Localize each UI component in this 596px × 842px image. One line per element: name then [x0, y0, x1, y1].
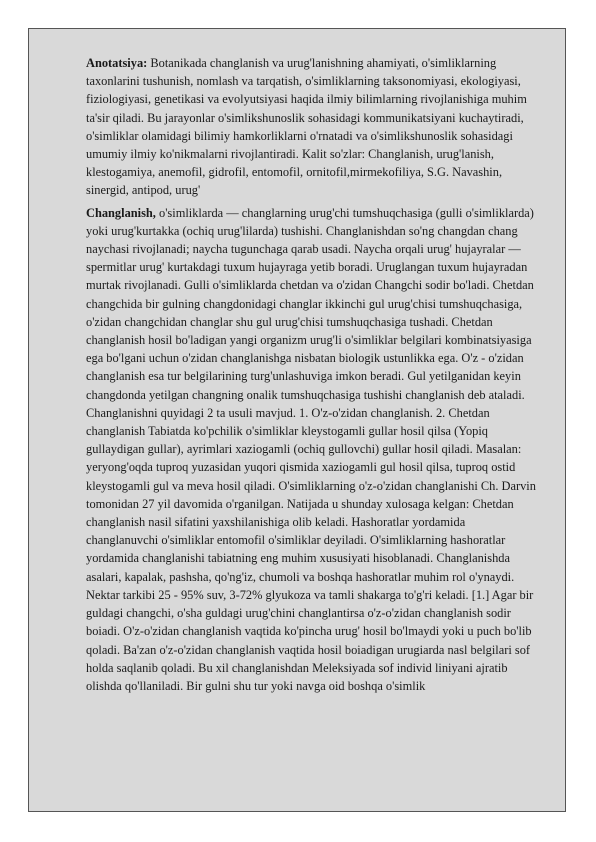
main-paragraph [86, 204, 536, 695]
abstract-lead: Anotatsiya: [86, 56, 148, 70]
document-page [28, 28, 566, 812]
document-body [86, 54, 536, 699]
abstract-text: Botanikada changlanish va urug'lanishning ahamiyati, o'simliklarning taxonlarini tushunish, nomlash va tarqatish, o'simliklarning taksonomiyasi, ekologiyasi, fiziologiyasi, genetikasi va evolyutsiyasi haqida ilmiy bilimlarning rivojlanishiga muhim ta'sir qiladi. Bu jarayonlar o'simlikshunoslik sohasidagi kommunikatsiyani kuchaytiradi, o'simliklar olamidagi bilimiy hamkorliklarni o'rnatadi va o'simlikshunoslik sohasidagi umumiy ilmiy ko'nikmalarni rivojlantiradi. Kalit so'zlar: Changlanish, urug'lanish, klestogamiya, anemofil, gidrofil, entomofil, ornitofil,mirmekofiliya, S.G. Navashin, sinergid, antipod, urug' [86, 56, 527, 198]
main-lead: Changlanish, [86, 205, 156, 220]
abstract-paragraph [86, 54, 536, 200]
main-text: o'simliklarda — changlarning urug'chi tumshuqchasiga (gulli o'simliklarda) yoki urug'kurtakka (ochiq urug'lilarda) tushishi. Changlanishdan so'ng changdan chang naychasi rivojlanadi; naycha tuguncha​ga qarab usadi. Naycha orqali urug' hujayralar — spermitlar urug' kurtakdagi tuxum hujayraga yetib boradi. Uruglangan tuxum hujayradan murtak rivojlanadi. Gulli o'simliklarda chetdan va o'zidan Changchi sodir bo'ladi. Chetdan changchida bir gulning changdonidagi changlar ikkinchi gul urug'chisi tumshuqchasiga, o'zidan changchidan changlar shu gul urug'chisi tumshuqchasiga tushadi. Chetdan changlanish hosil bo'ladigan yangi organizm urug'li o'simliklar belgilari kombinatsiyasiga ega bo'lgani uchun o'zidan changlanishga nisbatan biologik ustunlikka ega. O'z - o'zidan changlanish esa tur belgilarining turg'unlashuviga imkon beradi. Gul yetilganidan keyin changdonda yetilgan changning onalik tumshuqchasiga tushishi changlanish deb ataladi. Changlanishni quyidagi 2 ta usuli mavjud. 1. O'z-o'zidan changlanish. 2. Chetdan changlanish Tabiatda ko'pchilik o'simliklar kleystogamli gullar hosil qilsa (Yopiq gullaydigan gullar), ayrimlari xaziogamli (ochiq gullovchi) gullar hosil qiladi. Masalan: yeryong'oqda tuproq yuzasidan yuqori qismida xaziogamli gul hosil qilsa, tuproq ostid kleystogamli gul va meva hosil qiladi. O'simliklarning o'z-o'zidan changlanishi Ch. Darvin tomonidan 27 yil davomida o'rganilgan. Natijada u shunday xulosaga kelgan: Chetdan changlanish nasil sifatini yaxshilanishiga olib keladi. Hashoratlar yordamida changlanuvchi o'simliklar entomofil o'simliklar deyiladi. O'simliklarning hashoratlar yordamida changlanishi tabiatning eng muhim xususiyati hisoblanadi. Changlanishda asalari, kapalak, pashsha, qo'ng'iz, chumoli va boshqa hashoratlar muhim rol o'ynaydi. Nektar tarkibi 25 - 95% suv, 3-72% glyukoza va tamli shakarga to'g'ri keladi. [1.] Agar bir guldagi changchi, o'sha guldagi urug'chini changlantirsa o'z-o'zidan changlanish sodir boiadi. O'z-o'zidan changlanish vaqtida ko'pincha urug' hosil bo'lmaydi yoki u puch bo'lib qoladi. Ba'zan o'z-o'zidan changlanish vaqtida hosil boiadigan urugiarda nasl belgilari sof holda saqlanib qoladi. Bu xil changlanishdan Meleksiyada sof individ liniyani ajratib olishda qo'llaniladi. Bir gulni shu tur yoki navga oid boshqa o'simlik [86, 205, 536, 693]
